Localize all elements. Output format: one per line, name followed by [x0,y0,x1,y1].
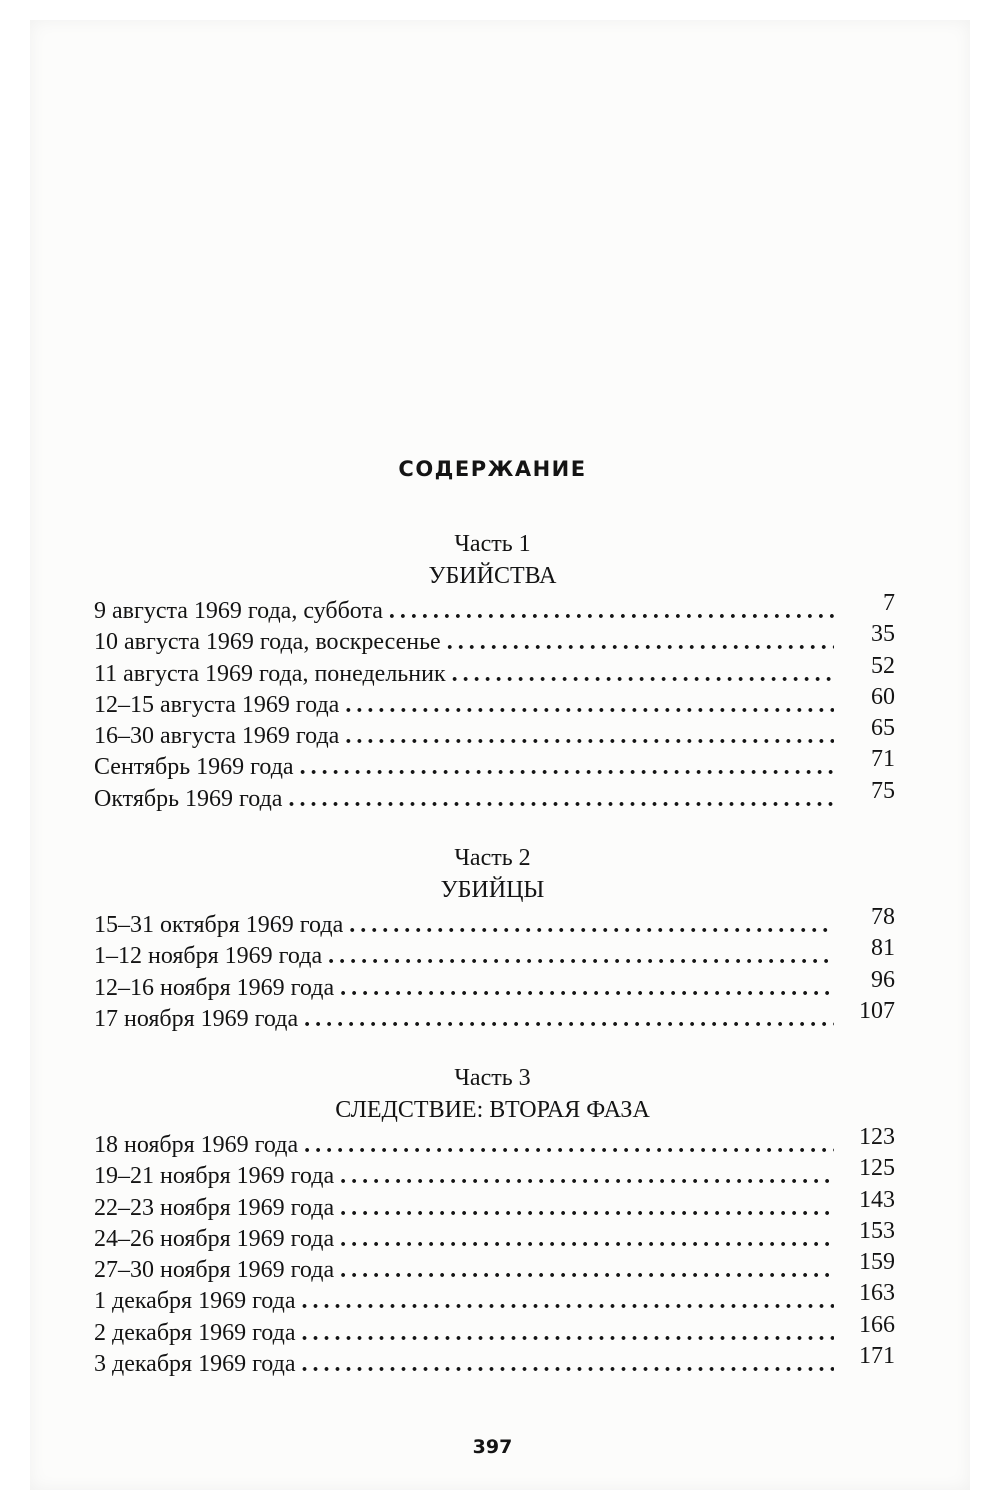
part-1-entries [30,590,955,815]
toc-entry-text: 12–16 ноября 1969 года [94,974,335,1001]
toc-entry-text: 1 декабря 1969 года [94,1288,296,1315]
dot-leader [340,1193,834,1224]
toc-entry-text: 3 декабря 1969 года [94,1351,296,1378]
part-2 [30,842,955,1035]
toc-entry-page: 171 [859,1343,895,1370]
toc-entry-text: 22–23 ноября 1969 года [94,1194,335,1221]
dot-leader [447,627,834,658]
part-1 [30,528,955,815]
toc-entry-page: 123 [859,1124,895,1150]
toc-entry-text: Сентябрь 1969 года [94,754,294,781]
dot-leader [340,1224,834,1255]
part-title: УБИЙСТВА [428,563,557,589]
toc-entry-text: Октябрь 1969 года [94,785,283,812]
part-label: Часть 2 [454,845,531,871]
toc-entry-text: 17 ноября 1969 года [94,1005,299,1032]
dot-leader [389,596,834,627]
dot-leader [340,973,834,1004]
toc-entry-page: 71 [871,746,895,773]
dot-leader [304,1004,834,1035]
toc-entry-text: 1–12 ноября 1969 года [94,943,323,970]
dot-leader [345,690,834,721]
toc-entry-page: 60 [871,683,895,710]
dot-leader [452,659,834,690]
toc-entry-page: 153 [859,1217,895,1244]
dot-leader [301,1349,834,1380]
toc-entry-text: 11 августа 1969 года, понедельник [94,660,446,687]
part-title: УБИЙЦЫ [440,877,545,903]
toc-entry [30,1343,955,1380]
toc-entry-page: 7 [883,590,895,616]
toc-entry-text: 24–26 ноября 1969 года [94,1225,335,1252]
dot-leader [349,910,834,941]
toc-entry-page: 163 [859,1280,895,1307]
toc-entry-page: 52 [871,652,895,679]
dot-leader [288,784,834,815]
toc-entry-page: 65 [871,715,895,742]
page-number: 397 [472,1436,513,1458]
part-2-entries [30,904,955,1035]
dot-leader [340,1255,834,1286]
dot-leader [304,1130,834,1161]
part-title: СЛЕДСТВИЕ: ВТОРАЯ ФАЗА [335,1097,650,1123]
contents-heading: СОДЕРЖАНИЕ [398,457,587,481]
toc-entry-text: 18 ноября 1969 года [94,1132,299,1158]
part-3-entries [30,1124,955,1380]
dot-leader [328,941,834,972]
part-label: Часть 3 [454,1065,531,1091]
toc-entry-page: 159 [859,1249,895,1276]
dot-leader [300,752,834,783]
part-3 [30,1062,955,1380]
toc-entry-page: 81 [871,935,895,962]
toc-entry [30,997,955,1035]
toc-entry-text: 15–31 октября 1969 года [94,912,344,938]
dot-leader [340,1161,834,1192]
toc-entry-text: 10 августа 1969 года, воскресенье [94,629,441,656]
toc-entry-page: 35 [871,621,895,648]
toc-entry-page: 166 [859,1311,895,1338]
toc-entry-text: 27–30 ноября 1969 года [94,1257,335,1284]
toc-entry-page: 125 [859,1155,895,1182]
toc-entry [30,777,955,815]
toc-entry-page: 75 [871,777,895,804]
toc-entry-text: 9 августа 1969 года, суббота [94,598,383,624]
toc-entry-text: 16–30 августа 1969 года [94,723,340,750]
dot-leader [301,1286,834,1317]
toc-entry-page: 78 [871,904,895,930]
toc-entry-page: 96 [871,966,895,993]
dot-leader [301,1318,834,1349]
toc-entry-page: 107 [859,997,895,1024]
dot-leader [345,721,834,752]
toc-entry-text: 12–15 августа 1969 года [94,691,340,718]
part-label: Часть 1 [454,531,531,557]
book-page [30,20,970,1490]
toc-entry-page: 143 [859,1186,895,1213]
toc-entry-text: 2 декабря 1969 года [94,1319,296,1346]
toc-entry-text: 19–21 ноября 1969 года [94,1163,335,1190]
